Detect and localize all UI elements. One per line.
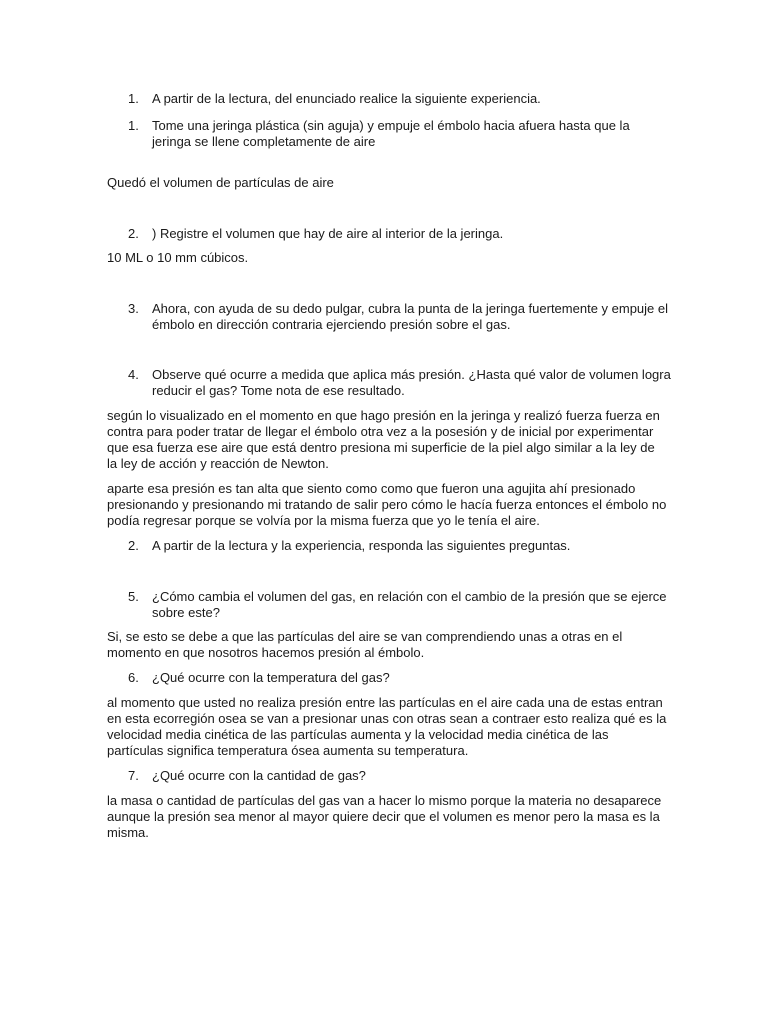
list-number: 2. — [128, 538, 139, 553]
answer-paragraph: Quedó el volumen de partículas de aire — [107, 175, 334, 190]
list-text: ¿Qué ocurre con la cantidad de gas? — [152, 768, 366, 783]
list-number: 1. — [128, 118, 139, 133]
list-text: A partir de la lectura, del enunciado realice la siguiente experiencia. — [152, 91, 541, 106]
list-number: 1. — [128, 91, 139, 106]
list-number: 3. — [128, 301, 139, 316]
answer-paragraph: la masa o cantidad de partículas del gas van a hacer lo mismo porque la materia no desaparece aunque la presión sea menor al mayor quiere decir que el volumen es menor pero la masa es la misma. — [107, 793, 662, 840]
answer-paragraph: 10 ML o 10 mm cúbicos. — [107, 250, 249, 265]
answer-paragraph: aparte esa presión es tan alta que siento como como que fueron una agujita ahí presionado presionando y presionando mi tratando de salir pero cómo le hacía fuerza entonces el émbolo no podía regresar porque se volvía por la misma fuerza que yo le tenía el aire. — [107, 481, 667, 528]
answer-paragraph: Si, se esto se debe a que las partículas del aire se van comprendiendo unas a otras en el momento en que nosotros hacemos presión al émbolo. — [107, 629, 623, 660]
list-text: Observe qué ocurre a medida que aplica más presión. ¿Hasta qué valor de volumen logra reducir el gas? Tome nota de ese resultado. — [152, 367, 671, 398]
list-text: Ahora, con ayuda de su dedo pulgar, cubra la punta de la jeringa fuertemente y empuje el émbolo en dirección contraria ejerciendo presión sobre el gas. — [152, 301, 669, 332]
list-text: ¿Qué ocurre con la temperatura del gas? — [152, 670, 390, 685]
answer-paragraph: según lo visualizado en el momento en que hago presión en la jeringa y realizó fuerza fuerza en contra para poder tratar de llegar el émbolo otra vez a la posesión y de inicial por experimentar que esa fuerza ese aire que está dentro presiona mi superficie de la piel algo similar a la ley de la ley de acción y reacción de Newton. — [107, 408, 660, 471]
list-text: Tome una jeringa plástica (sin aguja) y empuje el émbolo hacia afuera hasta que la jeringa se llene completamente de aire — [152, 118, 630, 149]
list-number: 6. — [128, 670, 139, 685]
list-number: 7. — [128, 768, 139, 783]
list-number: 2. — [128, 226, 139, 241]
list-number: 5. — [128, 589, 139, 604]
list-text: A partir de la lectura y la experiencia, responda las siguientes preguntas. — [152, 538, 571, 553]
answer-paragraph: al momento que usted no realiza presión entre las partículas en el aire cada una de estas entran en esta ecorregión osea se van a presionar unas con otras sean a contraer esto realiza qué es la velocidad media cinética de las partículas aumenta y la velocidad media cinética de las partículas significa temperatura ósea aumenta su temperatura. — [107, 695, 667, 758]
list-text: ) Registre el volumen que hay de aire al interior de la jeringa. — [152, 226, 504, 241]
list-text: ¿Cómo cambia el volumen del gas, en relación con el cambio de la presión que se ejerce sobre este? — [152, 589, 667, 620]
list-number: 4. — [128, 367, 139, 382]
